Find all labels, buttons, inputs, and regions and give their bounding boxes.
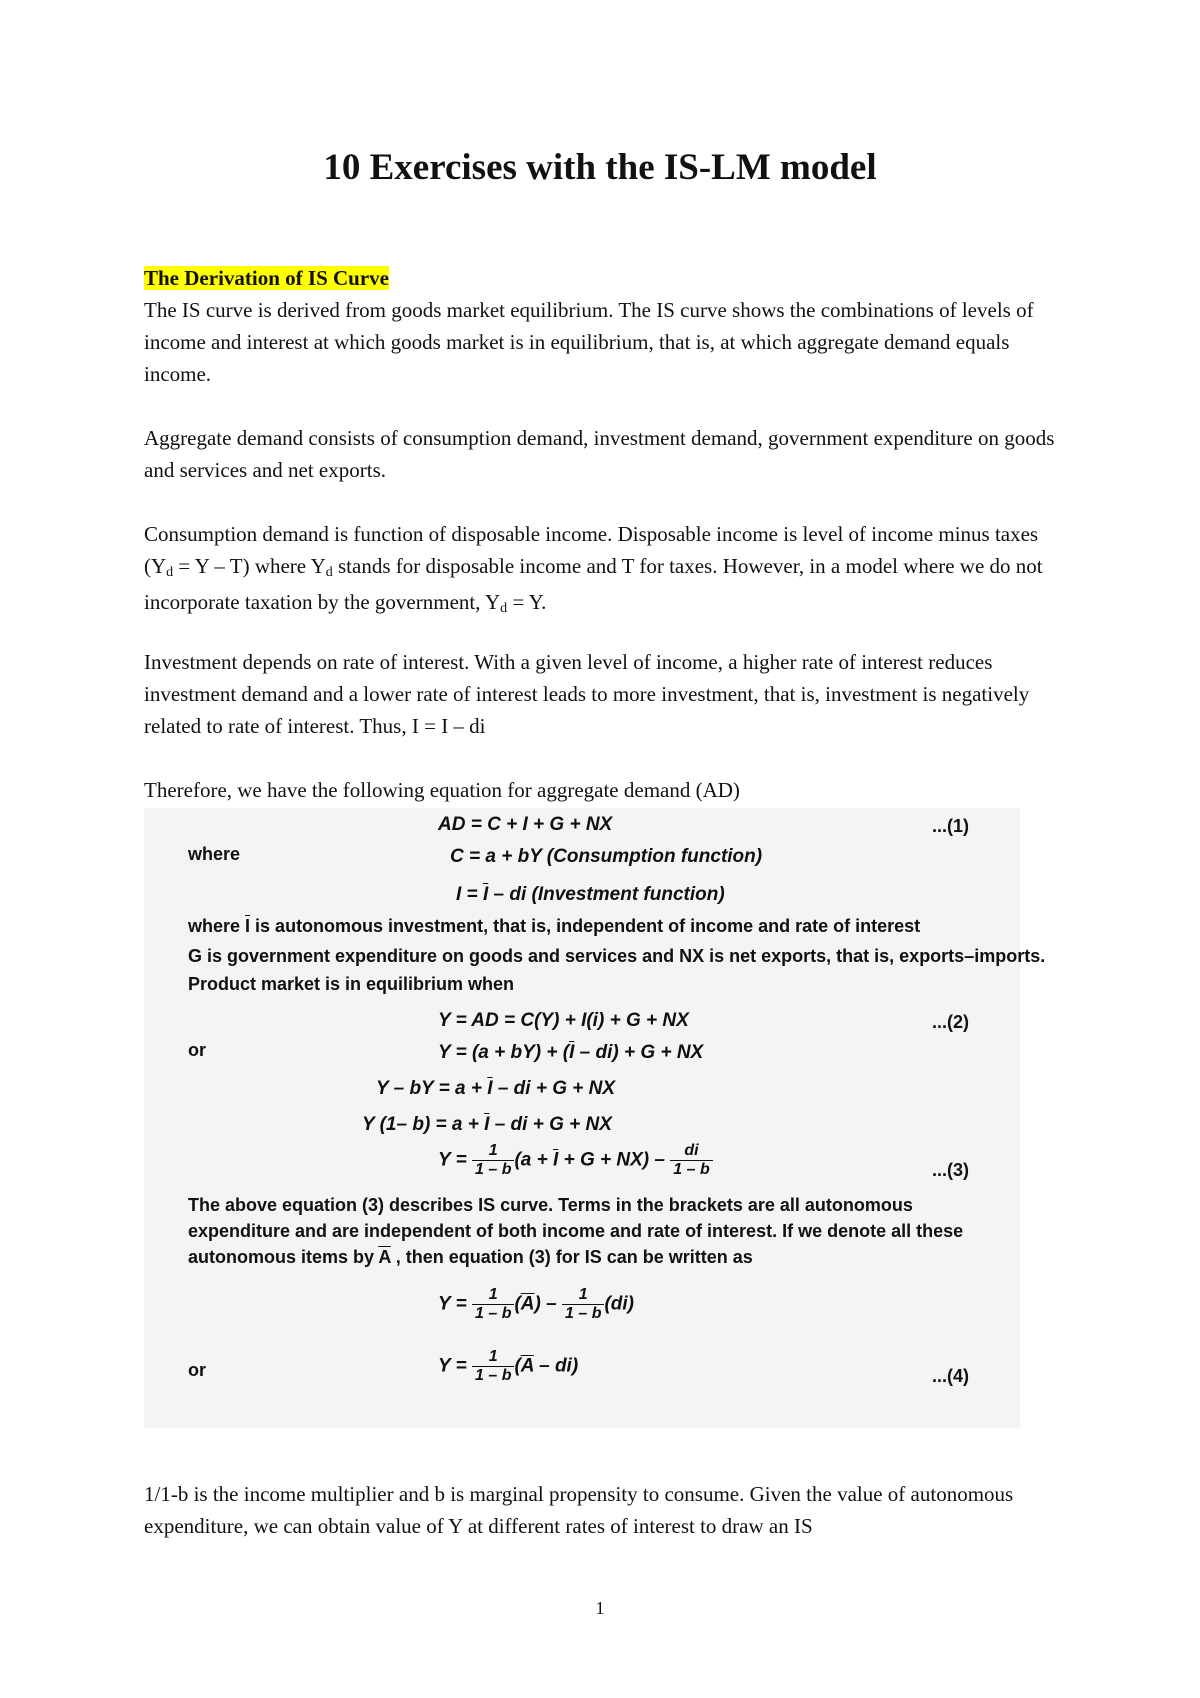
where-label: where: [188, 844, 241, 864]
paragraph-6: 1/1-b is the income multiplier and b is marginal propensity to consume. Given the value of autonomous expenditure, we can obtain value of Y at different rates of interest to draw an IS: [144, 1482, 1014, 1538]
page-title: 10 Exercises with the IS-LM model: [323, 147, 877, 188]
equation-4b: Y = $\frac{1}{1 - b}$ $(\overline{A} - di)$: [438, 1348, 579, 1384]
page-number: 1: [595, 1598, 605, 1618]
government-expenditure-note: G is government expenditure on goods and services and NX is net exports, that is, exports–imports.: [188, 946, 1046, 966]
equation-4-tag: ...(4): [932, 1366, 970, 1386]
scanned-equation-block: [144, 808, 1046, 1428]
paragraph-2: Aggregate demand consists of consumption demand, investment demand, government expenditure on goods and services and net exports.: [144, 426, 1055, 482]
is-curve-description: The above equation (3) describes IS curve. Terms in the brackets are all autonomous expenditure and are independent of both income and rate of interest. If we denote all these autonomous items by $\overline{A}$ , then equation (3) for IS can be written as: [188, 1195, 964, 1267]
equation-4a: Y = $\frac{1}{1 - b}$ $(\overline{A})$ – $\frac{1}{1 - b}$ (di): [438, 1286, 635, 1322]
or-label-1: or: [188, 1040, 206, 1060]
autonomous-investment-note: where $\overline{I}$ is autonomous investment, that is, independent of income and rate of interest: [188, 916, 921, 936]
equation-2: Y = AD = C(Y) + I(i) + G + NX: [438, 1010, 689, 1031]
equation-2b: $Y = (a + bY) + (\overline{I} - di) + G$ + NX: [438, 1042, 704, 1063]
equation-2c: Y – bY = $a + \overline{I}$ – di + G + NX: [376, 1078, 616, 1099]
paragraph-3: Consumption demand is function of disposable income. Disposable income is level of income minus taxes (Yd = Y – T) where Yd stands for disposable income and T for taxes. However, in a model where we do not incorporate taxation by the government, Yd = Y.: [144, 522, 1043, 616]
product-market-note: Product market is in equilibrium when: [188, 974, 515, 994]
paragraph-1: The IS curve is derived from goods market equilibrium. The IS curve shows the combinations of levels of income and interest at which goods market is in equilibrium, that is, at which aggregate demand equals income.: [144, 298, 1034, 386]
investment-function: $I = \overline{I}$ – di (Investment function): [456, 884, 725, 905]
equation-1: AD = C + I + G + NX: [438, 814, 613, 835]
equation-3-tag: ...(3): [932, 1160, 970, 1180]
consumption-function: C = a + bY (Consumption function): [450, 846, 763, 867]
section-heading: The Derivation of IS Curve: [144, 266, 389, 290]
equation-2-tag: ...(2): [932, 1012, 970, 1032]
or-label-2: or: [188, 1360, 206, 1380]
equation-2d: Y (1– $b) = a + \overline{I}$ – di + G + NX: [362, 1114, 612, 1135]
equation-1-tag: ...(1): [932, 816, 970, 836]
paragraph-5: Therefore, we have the following equation for aggregate demand (AD): [144, 778, 740, 802]
paragraph-4: Investment depends on rate of interest. With a given level of income, a higher rate of interest reduces investment demand and a lower rate of interest leads to more investment, that is, investment is negatively related to rate of interest. Thus, I = I – di: [144, 650, 1030, 738]
section-heading-block: [144, 262, 1064, 294]
equation-3: Y = $\frac{1}{1 - b}$ $(a + \overline{I} + G + NX)$ – $\frac{di}{1 - b}$: [438, 1142, 713, 1179]
